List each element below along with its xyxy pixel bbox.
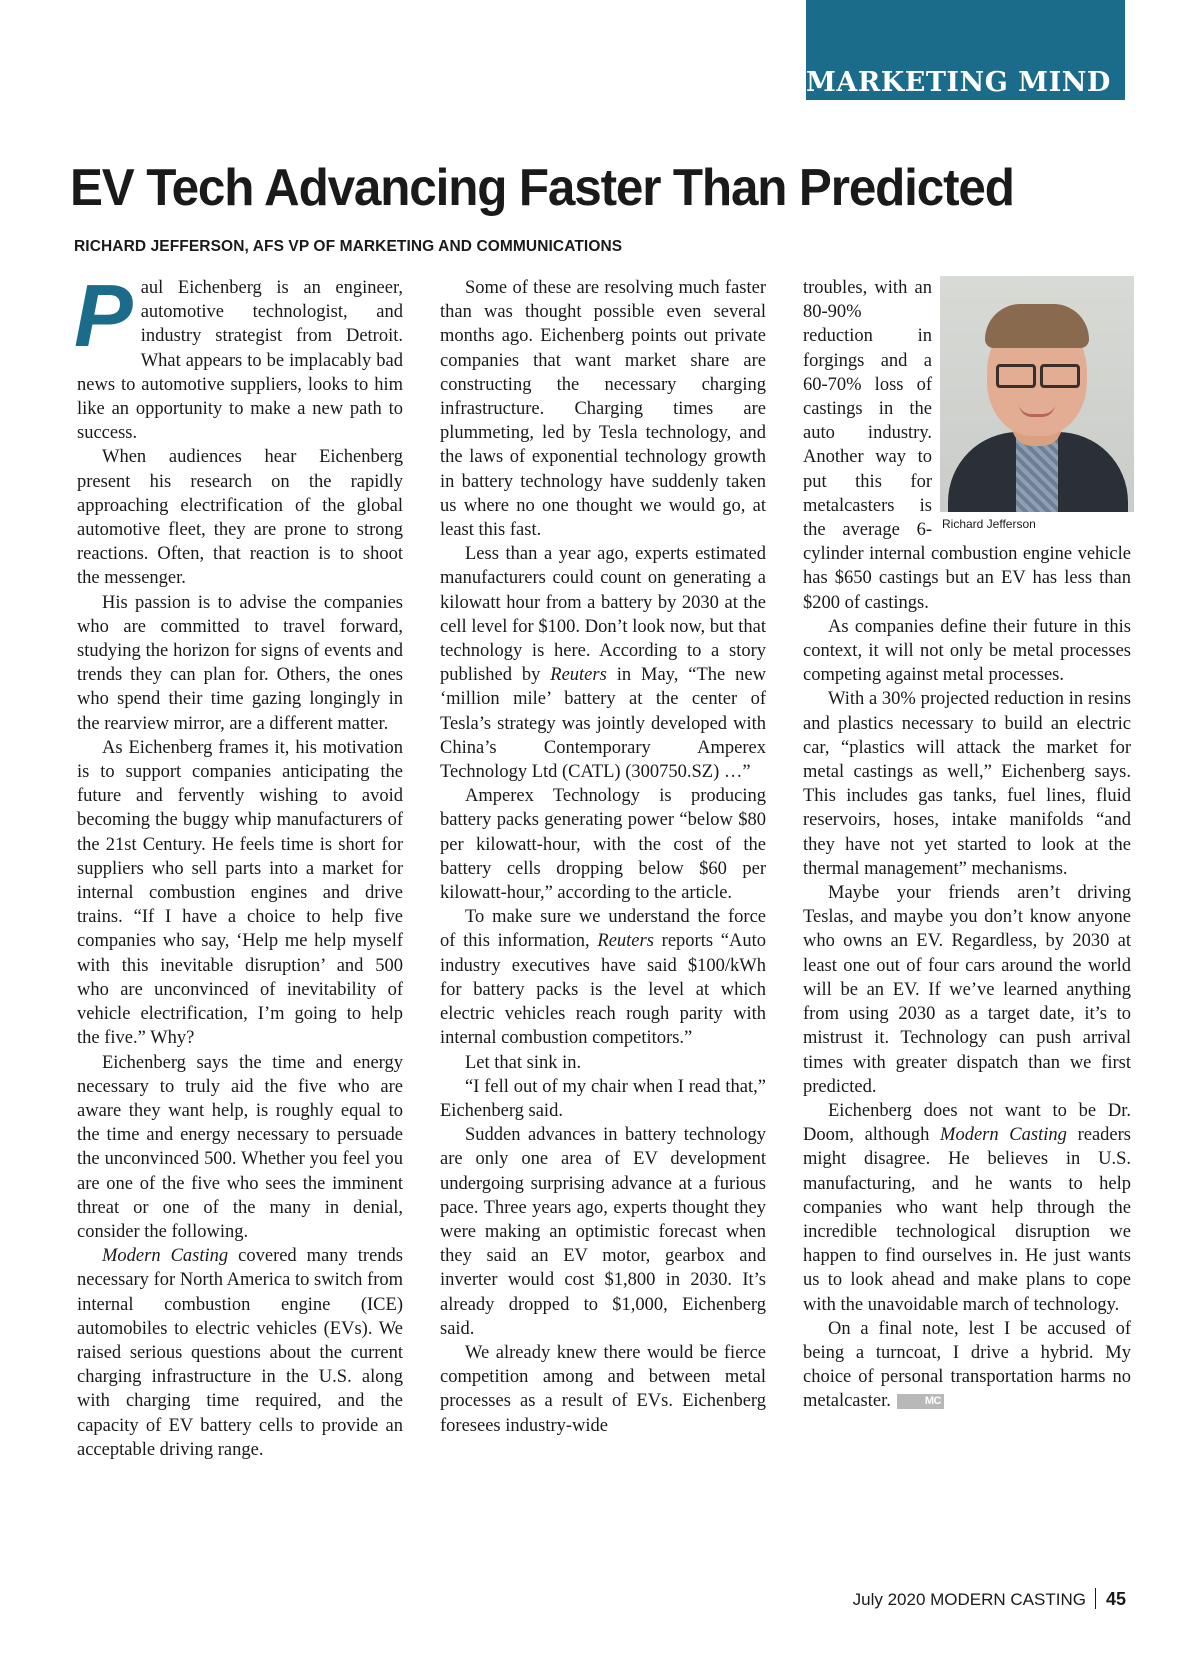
column-1 <box>74 266 403 1462</box>
paragraph-text: readers might disagree. He believes in U.S. manufacturing, and he wants to help companies who want help through the incredible technological disruption we happen to find ourselves in. He just wants us to look ahead and make plans to cope with the unavoidable march of technology. <box>803 1125 1132 1315</box>
paragraph <box>440 542 766 784</box>
photo-caption: Richard Jefferson <box>942 517 1036 531</box>
paragraph: “I fell out of my chair when I read that,” Eichenberg said. <box>440 1076 766 1121</box>
paragraph-text: On a final note, lest I be accused of being a turncoat, I drive a hybrid. My choice of personal transportation harms no metalcaster. <box>803 1318 1131 1412</box>
author-photo <box>940 276 1134 512</box>
drop-cap: P <box>74 266 133 365</box>
page-footer <box>853 1588 1126 1610</box>
paragraph-text: reports “Auto industry executives have said $100/kWh for battery packs is the level at which electric vehicles reach rough parity with internal combustion competitors.” <box>440 931 767 1049</box>
paragraph-text: Eichenberg does not want to be Dr. Doom, although <box>803 1100 1131 1146</box>
end-mark-icon: MC <box>897 1394 944 1409</box>
paragraph: Sudden advances in battery technology are only one area of EV development undergoing surprising advance at a furious pace. Three years ago, experts thought they were making an optimistic forecast when they said an EV motor, gearbox and inverter would cost $1,800 in 2030. It’s already dropped to $1,000, Eichenberg said. <box>440 1125 766 1339</box>
article-title: EV Tech Advancing Faster Than Predicted <box>70 159 1014 217</box>
byline: RICHARD JEFFERSON, AFS VP OF MARKETING AND COMMUNICATIONS <box>74 238 623 255</box>
page-number: 45 <box>1105 1589 1126 1609</box>
glasses-shape <box>996 364 1078 384</box>
column-3 <box>803 276 1131 1414</box>
paragraph: As Eichenberg frames it, his motivation is to support companies anticipating the future and fervently wishing to avoid becoming the buggy whip manufacturers of the 21st Century. He feels time is short for suppliers who sell parts into a market for internal combustion engines and drive trains. “If I have a choice to help five companies who say, ‘Help me help myself with this inevitable disruption’ and 500 who are unconvinced of inevitability of vehicle electrification, I’m going to help the five.” Why? <box>77 737 403 1049</box>
paragraph <box>803 1099 1131 1317</box>
paragraph <box>803 1317 1131 1414</box>
paragraph: Maybe your friends aren’t driving Teslas, and maybe you don’t know anyone who owns an EV. Regardless, by 2030 at least one out of four cars around the world will be an EV. If we’ve learned anything from using 2030 as a target date, it’s to mistrust it. Technology can push arrival times with greater dispatch than we first predicted. <box>803 883 1131 1097</box>
shirt-shape <box>1016 436 1058 512</box>
paragraph-text: To make sure we understand the force of this information, <box>440 907 766 952</box>
section-label: MARKETING MIND <box>806 67 1111 98</box>
publication-name: Reuters <box>597 931 654 952</box>
paragraph <box>440 905 766 1050</box>
paragraph: We already knew there would be fierce competition among and between metal processes as a result of EVs. Eichenberg foresees industry-wide <box>440 1342 766 1436</box>
paragraph: Some of these are resolving much faster than was thought possible even several months ago. Eichenberg points out private companies that want market share are constructing the necessary charging infrastructure. Charging times are plummeting, led by Tesla technology, and the laws of exponential technology growth in battery technology have suddenly taken us where no one thought we would go, at least this fast. <box>440 278 766 541</box>
author-photo-figure <box>940 276 1134 531</box>
footer-divider <box>1095 1588 1096 1609</box>
paragraph: Eichenberg says the time and energy necessary to truly aid the five who are aware they want help, is roughly equal to the time and energy necessary to persuade the unconvinced 500. Whether you feel you are one of the five who sees the imminent threat or one of the many in denial, consider the following. <box>77 1052 403 1242</box>
paragraph: His passion is to advise the companies who are committed to travel forward, studying the horizon for signs of events and trends they can plan for. Others, the ones who spend their time gazing longingly in the rearview mirror, are a different matter. <box>77 592 403 734</box>
column-2 <box>440 276 766 1438</box>
paragraph-text: Less than a year ago, experts estimated manufacturers could count on generating a kilowatt hour from a battery by 2030 at the cell level for $100. Don’t look now, but that technology is here. According to a story published by <box>440 544 766 686</box>
paragraph-text: covered many trends necessary for North America to switch from internal combustion engine (ICE) automobiles to electric vehicles (EVs). We raised serious questions about the current charging infrastructure in the U.S. along with charging time required, and the capacity of EV battery cells to provide an acceptable driving range. <box>77 1246 403 1460</box>
paragraph-text: aul Eichenberg is an engineer, automotive technologist, and industry strategist from Detroit. What appears to be implacably bad news to automotive suppliers, looks to him like an opportunity to make a new path to success. <box>77 278 403 444</box>
publication-name: Modern Casting <box>102 1246 229 1267</box>
paragraph: Let that sink in. <box>465 1052 582 1073</box>
paragraph-text: in May, “The new ‘million mile’ battery at the center of Tesla’s strategy was jointly developed with China’s Contemporary Amperex Technology Ltd (CATL) (300750.SZ) …” <box>440 665 766 783</box>
paragraph <box>77 1244 403 1462</box>
hair-shape <box>985 304 1089 348</box>
publication-name: Modern Casting <box>940 1125 1067 1146</box>
issue-label: July 2020 MODERN CASTING <box>852 1590 1086 1609</box>
paragraph: With a 30% projected reduction in resins and plastics necessary to build an electric car, “plastics will attack the market for metal castings as well,” Eichenberg says. This includes gas tanks, fuel lines, fluid reservoirs, hoses, intake manifolds “and they have not yet started to look at the thermal management” mechanisms. <box>803 689 1131 879</box>
paragraph <box>74 266 403 445</box>
paragraph: As companies define their future in this context, it will not only be metal processes competing against metal processes. <box>803 616 1131 686</box>
paragraph: Amperex Technology is producing battery packs generating power “below $80 per kilowatt-hour, with the cost of the battery cells dropping below $60 per kilowatt-hour,” according to the article. <box>440 786 766 904</box>
paragraph: When audiences hear Eichenberg present his research on the rapidly approaching electrification of the global automotive fleet, they are prone to strong reactions. Often, that reaction is to shoot the messenger. <box>77 447 403 589</box>
paragraph: troubles, with an 80-90% reduction in forgings and a 60-70% loss of castings in the auto industry. Another way to put this for metalcasters is the average 6-cylinder internal combustion engine vehicle has $650 castings but an EV has less than $200 of castings. <box>803 278 1131 613</box>
publication-name: Reuters <box>550 665 607 686</box>
